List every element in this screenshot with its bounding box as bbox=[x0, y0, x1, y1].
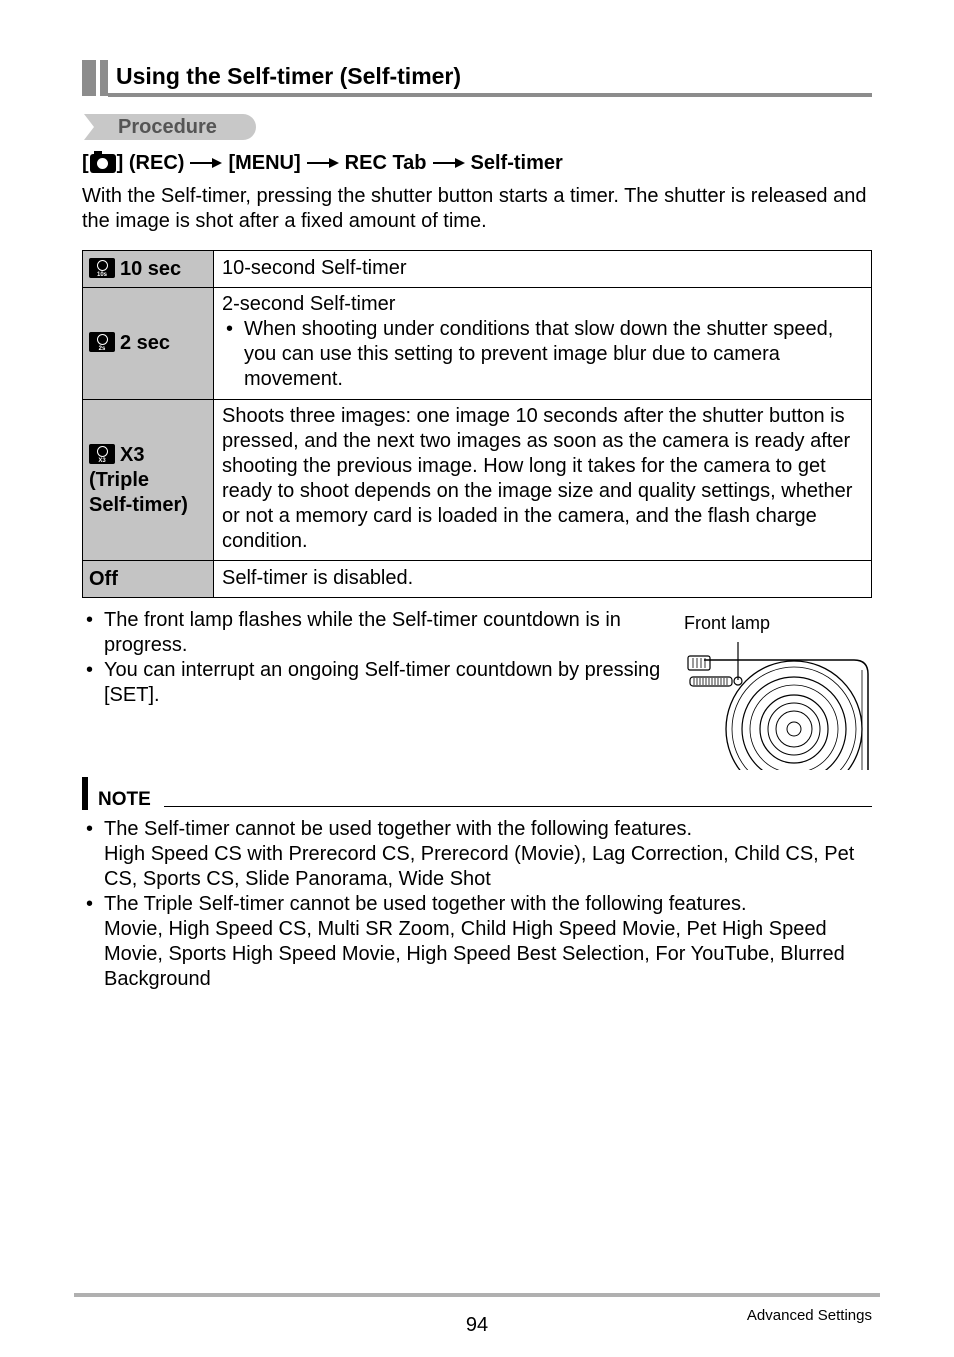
note-title: NOTE bbox=[98, 789, 151, 810]
procedure-badge bbox=[84, 114, 256, 140]
footer-rule bbox=[74, 1293, 880, 1297]
option-label: X3 X3 (Triple Self-timer) bbox=[83, 400, 214, 561]
timer-2s-icon: 2s bbox=[89, 332, 115, 352]
arrow-right-icon bbox=[190, 157, 222, 169]
note-bar bbox=[82, 777, 88, 810]
option-description: Shoots three images: one image 10 seconds after the shutter button is pressed, and the next two images as soon as the camera is ready after shooting the previous image. How long it takes for the camera to get ready to shoot depends on the image size and quality settings, whether or not a memory card is loaded in the camera, and the flash charge condition. bbox=[214, 400, 872, 561]
section-title: Using the Self-timer (Self-timer) bbox=[116, 63, 462, 89]
note-rule bbox=[164, 806, 872, 807]
table-row bbox=[83, 288, 872, 400]
intro-text: With the Self-timer, pressing the shutter button starts a timer. The shutter is released and the image is shot after a fixed amount of time. bbox=[82, 185, 867, 232]
menu-path-rec: ] (REC) bbox=[116, 152, 185, 174]
procedure-label: Procedure bbox=[118, 116, 217, 138]
menu-path bbox=[82, 150, 563, 176]
table-row bbox=[83, 561, 872, 598]
option-description: Self-timer is disabled. bbox=[214, 561, 872, 598]
page-number: 94 bbox=[465, 1314, 489, 1336]
camera-front-illustration bbox=[684, 636, 874, 772]
list-item: • The Triple Self-timer cannot be used together with the following features. Movie, High Speed CS, Multi SR Zoom, Child High Speed Movie, Pet High Speed Movie, Sports High Speed Movie, High Speed Best Selection, For YouTube, Blurred Background bbox=[82, 892, 882, 992]
arrow-right-icon bbox=[307, 157, 339, 169]
option-label: 10s 10 sec bbox=[83, 251, 214, 288]
footer-section-name: Advanced Settings bbox=[746, 1307, 872, 1324]
list-item: • You can interrupt an ongoing Self-timer countdown by pressing [SET]. bbox=[82, 658, 662, 708]
list-item: • The Self-timer cannot be used together with the following features. High Speed CS with Prerecord CS, Prerecord (Movie), Lag Correction, Child CS, Pet CS, Sports CS, Slide Panorama, Wide Shot bbox=[82, 817, 882, 892]
menu-path-self-timer: Self-timer bbox=[470, 152, 563, 174]
procedure-arrow-icon bbox=[84, 114, 94, 140]
section-rule bbox=[108, 93, 872, 97]
front-lamp-label: Front lamp bbox=[684, 613, 771, 633]
section-header-bars bbox=[82, 60, 112, 96]
self-timer-options-table bbox=[82, 250, 872, 598]
menu-path-rec-tab: REC Tab bbox=[344, 152, 427, 174]
timer-x3-icon: X3 bbox=[89, 444, 115, 464]
note-list bbox=[82, 817, 882, 992]
option-label: 2s 2 sec bbox=[83, 288, 214, 400]
arrow-right-icon bbox=[433, 157, 465, 169]
timer-10s-icon: 10s bbox=[89, 258, 115, 278]
option-description: 10-second Self-timer bbox=[214, 251, 872, 288]
tips-list bbox=[82, 608, 662, 708]
menu-path-menu: [MENU] bbox=[228, 152, 301, 174]
menu-path-open: [ bbox=[82, 152, 89, 174]
option-description: 2-second Self-timer • When shooting under conditions that slow down the shutter speed, you can use this setting to prevent image blur due to camera movement. bbox=[214, 288, 872, 400]
table-row bbox=[83, 400, 872, 561]
table-row bbox=[83, 251, 872, 288]
list-item: • The front lamp flashes while the Self-timer countdown is in progress. bbox=[82, 608, 662, 658]
camera-icon bbox=[90, 154, 116, 173]
list-item: • When shooting under conditions that slow down the shutter speed, you can use this setting to prevent image blur due to camera movement. bbox=[222, 317, 863, 392]
option-label: Off bbox=[83, 561, 214, 598]
